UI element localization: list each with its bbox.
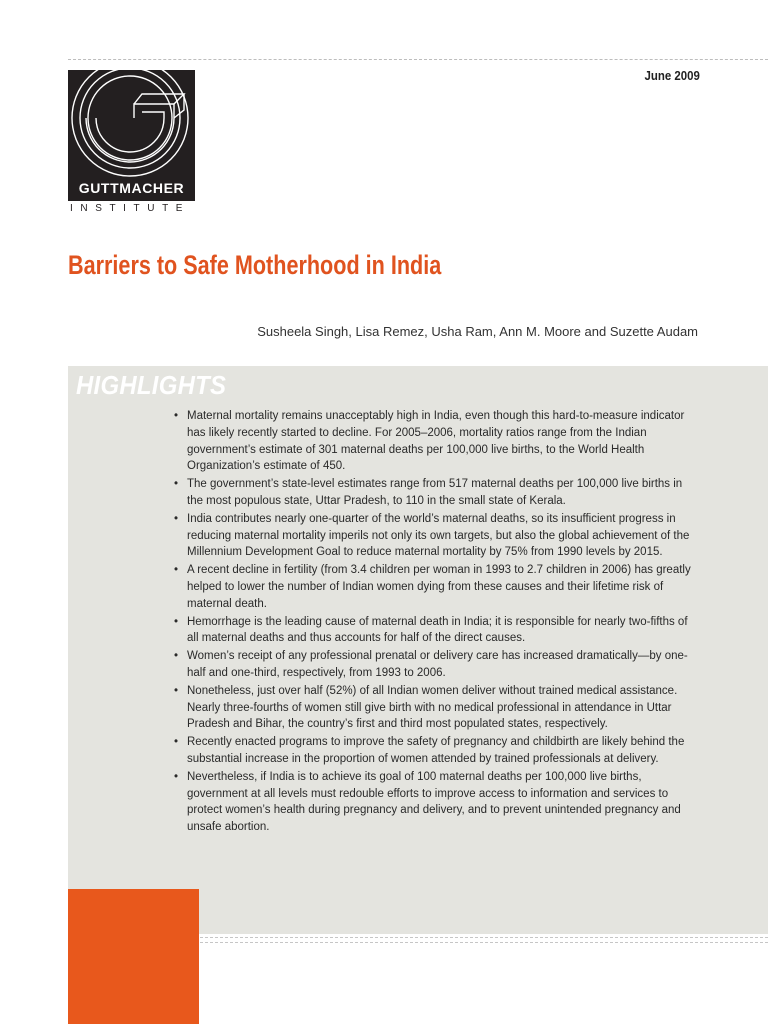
highlight-item: • Maternal mortality remains unacceptably high in India, even though this hard-to-measure indicator has likely recently started to decline. For 2005–2006, mortality ratios range from the Indian government’s estimate of 301 maternal deaths per 100,000 live births, to the World Health Organization’s estimate of 450. xyxy=(174,408,698,475)
bottom-divider xyxy=(200,937,768,943)
guttmacher-logo xyxy=(68,70,195,216)
highlights-heading: HIGHLIGHTS xyxy=(76,370,227,400)
orange-accent-block xyxy=(68,889,199,1024)
top-divider xyxy=(68,59,768,60)
highlight-item: • Recently enacted programs to improve the safety of pregnancy and childbirth are likely behind the substantial increase in the proportion of women attended by trained professionals at delivery. xyxy=(174,734,698,768)
highlight-item: • India contributes nearly one-quarter of the world’s maternal deaths, so its insufficient progress in reducing maternal mortality imperils not only its own targets, but also the global achievement of the Millennium Development Goal to reduce maternal mortality by 75% from 1990 levels by 2015. xyxy=(174,511,698,561)
highlight-item: • Nonetheless, just over half (52%) of all Indian women deliver without trained medical assistance. Nearly three-fourths of women still give birth with no medical professional in attendance in Uttar Pradesh and Bihar, the country’s first and third most populated states, respectively. xyxy=(174,683,698,733)
publication-date: June 2009 xyxy=(644,68,700,83)
logo-subtitle: INSTITUTE xyxy=(70,203,191,214)
highlight-item: • Women’s receipt of any professional prenatal or delivery care has increased dramatically—by one-half and one-third, respectively, from 1993 to 2006. xyxy=(174,648,698,682)
highlight-item: • Nevertheless, if India is to achieve its goal of 100 maternal deaths per 100,000 live births, government at all levels must redouble efforts to improve access to information and services to protect women’s health during pregnancy and delivery, and to prevent unintended pregnancy and unsafe abortion. xyxy=(174,769,698,836)
highlight-item: • A recent decline in fertility (from 3.4 children per woman in 1993 to 2.7 children in 2006) has greatly helped to lower the number of Indian women dying from these causes and their lifetime risk of maternal death. xyxy=(174,562,698,612)
logo-wordmark: GUTTMACHER xyxy=(78,180,185,196)
author-list: Susheela Singh, Lisa Remez, Usha Ram, Ann M. Moore and Suzette Audam xyxy=(257,324,698,339)
logo-mark xyxy=(68,70,195,201)
highlights-panel xyxy=(68,366,768,934)
highlight-item: • Hemorrhage is the leading cause of maternal death in India; it is responsible for nearly two-fifths of all maternal deaths and thus accounts for half of the direct causes. xyxy=(174,614,698,648)
document-title: Barriers to Safe Motherhood in India xyxy=(68,250,442,280)
highlights-list xyxy=(174,408,698,837)
highlight-item: • The government’s state-level estimates range from 517 maternal deaths per 100,000 live births in the most populous state, Uttar Pradesh, to 110 in the small state of Kerala. xyxy=(174,476,698,510)
